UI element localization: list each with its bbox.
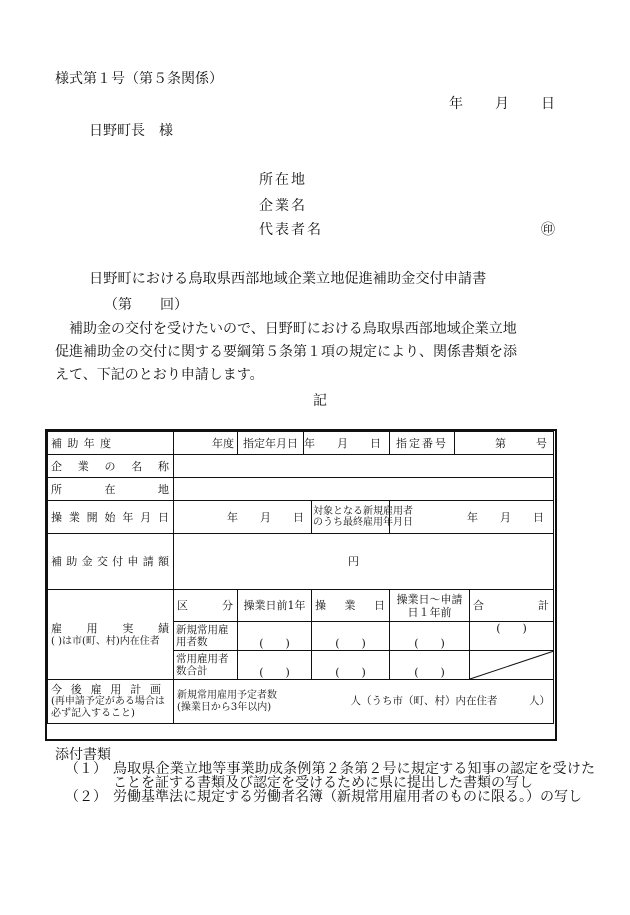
- dd-year: 年: [304, 436, 315, 450]
- sd-month: 月: [260, 510, 271, 524]
- row-company: [48, 455, 554, 478]
- td-day: 日: [533, 510, 544, 524]
- document-title: 日野町における鳥取県西部地域企業立地促進補助金交付申請書: [89, 271, 487, 287]
- apply-amount-label: 補助金交付申請額: [48, 534, 174, 590]
- attachment-item-1: （１） 鳥取県企業立地等事業助成条例第２条第２号に規定する知事の認定を受けたことを証する書類及び認定を受けるために県に提出した書類の写し: [65, 761, 595, 791]
- reg-total-cell-diagonal: [470, 651, 554, 680]
- date-month: 月: [495, 96, 509, 112]
- date-day: 日: [541, 96, 555, 112]
- location-value: [174, 478, 554, 501]
- plan-note: (再申請予定がある場合は必ず記入すること): [51, 696, 165, 719]
- diagonal-line: [470, 651, 554, 679]
- ki-mark: 記: [313, 393, 327, 409]
- before-header: 操業日前1年: [238, 590, 312, 622]
- representative-label: 代表者名: [259, 222, 323, 238]
- session-number: （第 回）: [104, 297, 188, 313]
- new-sougyoubi-cell: ( ): [312, 622, 390, 651]
- plan-new-2: (操業日から3年以内): [177, 701, 272, 713]
- body-line-3: えて、下記のとおり申請します。: [55, 367, 264, 383]
- new-total-cell: ( ): [470, 622, 554, 651]
- plan-value-cell: [174, 680, 554, 724]
- company-name-label: 企業の名称: [48, 455, 174, 478]
- after-header: 操業日～申請日１年前: [390, 590, 470, 622]
- regular-total-label: 常用雇用者数合計: [174, 651, 238, 680]
- plan-people: 人（うち市（町、村）内在住者 人）: [350, 695, 550, 707]
- employment-label: 雇用実績: [51, 621, 169, 635]
- nendo-cell: 年度: [174, 432, 238, 455]
- body-line-2: 促進補助金の交付に関する要綱第５条第１項の規定により、関係書類を添: [55, 344, 517, 360]
- kubun-header: 区 分: [174, 590, 238, 622]
- row-location: [48, 478, 554, 501]
- form-number: 様式第１号（第５条関係）: [55, 71, 223, 87]
- body-text: [55, 318, 575, 387]
- attachments: [55, 748, 595, 804]
- row-amount: [48, 534, 554, 590]
- yen-mark: 円: [348, 555, 359, 568]
- row-year: [48, 432, 554, 455]
- plan-label-cell: [48, 680, 174, 724]
- apply-amount-value: [174, 534, 554, 590]
- go-mark: 号: [536, 436, 547, 450]
- designation-no-cell: [390, 432, 554, 455]
- location-label-cell: 所在地: [48, 478, 174, 501]
- td-month: 月: [500, 510, 511, 524]
- reg-after-cell: ( ): [390, 651, 470, 680]
- total-header: 合 計: [470, 590, 554, 622]
- application-table: [47, 431, 554, 724]
- dd-month: 月: [337, 436, 348, 450]
- designation-no-label: 指定番号: [390, 432, 455, 454]
- dd-day: 日: [370, 436, 381, 450]
- seal-mark: ㊞: [541, 222, 555, 238]
- employment-label-cell: [48, 590, 174, 680]
- target-label-1: 対象となる新規雇用者: [313, 506, 413, 517]
- plan-new-1: 新規常用雇用予定者数: [177, 689, 277, 701]
- target-label-cell: [312, 501, 413, 534]
- target-label-2: のうち最終雇用年月日: [313, 517, 413, 528]
- subsidy-year-label: 補助年度: [48, 432, 174, 455]
- attachments-heading: 添付書類: [55, 747, 111, 763]
- new-after-cell: ( ): [390, 622, 470, 651]
- start-date-label: 操業開始年月日: [48, 501, 174, 534]
- designation-date-label: 指定年月日: [238, 432, 304, 454]
- start-date-value: [174, 501, 312, 534]
- attachment-item-2: （２） 労働基準法に規定する労働者名簿（新規常用雇用者のものに限る。）の写し: [65, 789, 582, 805]
- reg-before-cell: ( ): [238, 651, 312, 680]
- employment-note: ( )は市(町、村)内在住者: [51, 635, 160, 647]
- sougyoubi-header: 操 業 日: [312, 590, 390, 622]
- row-plan: [48, 680, 554, 724]
- designation-date-cell: [238, 432, 390, 455]
- date-year: 年: [449, 96, 463, 112]
- td-year: 年: [467, 510, 478, 524]
- company-label: 企業名: [259, 198, 307, 214]
- reg-sougyoubi-cell: ( ): [312, 651, 390, 680]
- company-name-value: [174, 455, 554, 478]
- target-date-value: [390, 501, 554, 534]
- dai-mark: 第: [495, 436, 506, 450]
- addressee: 日野町長 様: [89, 123, 173, 139]
- row-start: [48, 501, 554, 534]
- sd-year: 年: [227, 510, 238, 524]
- row-emp-header: [48, 590, 554, 622]
- sd-day: 日: [293, 510, 304, 524]
- new-before-cell: ( ): [238, 622, 312, 651]
- plan-label: 今後雇用計画: [51, 683, 161, 696]
- new-regular-label: 新規常用雇用者数: [174, 622, 238, 651]
- body-line-1: 補助金の交付を受けたいので、日野町における鳥取県西部地域企業立地: [69, 321, 517, 337]
- location-label: 所在地: [259, 172, 307, 188]
